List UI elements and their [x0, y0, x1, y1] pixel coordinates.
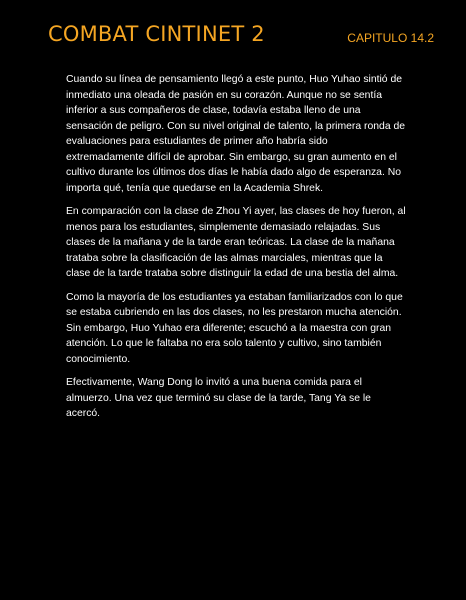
chapter-body: [66, 72, 406, 430]
paragraph-1: Cuando su línea de pensamiento llegó a este punto, Huo Yuhao sintió de inmediato una oleada de pasión en su corazón. Aunque no se sentía inferior a sus compañeros de clase, todavía estaba lleno de una sensación de peligro. Con su nivel original de talento, la primera ronda de evaluaciones para estudiantes de primer año habría sido extremadamente difícil de aprobar. Sin embargo, su gran aumento en el cultivo durante los últimos dos días le había dado algo de esperanza. No importa qué, tenía que quedarse en la Academia Shrek.: [66, 74, 406, 194]
chapter-label: CAPITULO 14.2: [347, 31, 434, 45]
book-title: COMBAT CINTINET 2: [48, 22, 265, 46]
paragraph-3: Como la mayoría de los estudiantes ya estaban familiarizados con lo que se estaba cubriendo en las dos clases, no les prestaron mucha atención. Sin embargo, Huo Yuhao era diferente; escuchó a la maestra con gran atención. Lo que le faltaba no era solo talento y cultivo, sino también conocimiento.: [66, 291, 403, 365]
page-header: [48, 22, 438, 56]
paragraph-4: Efectivamente, Wang Dong lo invitó a una buena comida para el almuerzo. Una vez que terminó su clase de la tarde, Tang Ya se le acercó.: [66, 377, 371, 419]
paragraph-2: En comparación con la clase de Zhou Yi ayer, las clases de hoy fueron, al menos para los estudiantes, simplemente demasiado relajadas. Sus clases de la mañana y de la tarde eran teóricas. La clase de la mañana trataba sobre la clasificación de las almas marciales, mientras que la clase de la tarde trataba sobre distinguir la edad de una bestia del alma.: [66, 206, 406, 279]
